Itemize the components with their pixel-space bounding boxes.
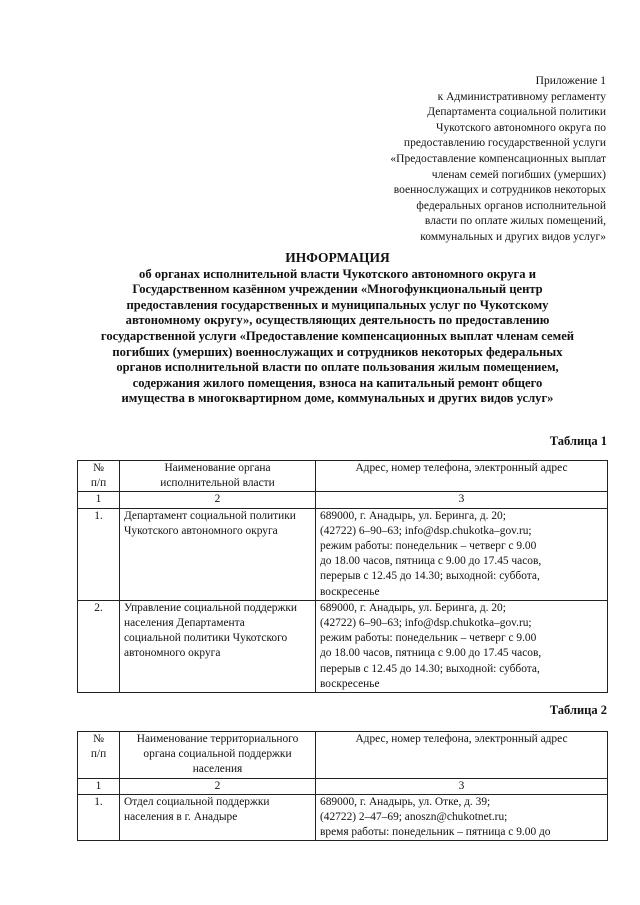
address-line: перерыв с 12.45 до 14.30; выходной: суббота, [320, 570, 540, 583]
appendix-line: Департамента социальной политики [427, 106, 606, 119]
header-text: исполнительной власти [160, 477, 275, 490]
header-text: населения [192, 763, 243, 776]
appendix-line: коммунальных и других видов услуг» [420, 230, 606, 243]
appendix-note [306, 74, 606, 246]
title-line: погибших (умерших) военнослужащих и сотрудников некоторых федеральных [112, 344, 563, 359]
name-line: автономного округа [124, 647, 221, 660]
table-row [78, 794, 608, 841]
column-header [120, 461, 316, 492]
address-line: воскресенье [320, 585, 380, 598]
organization-address [316, 600, 608, 692]
column-index: 3 [316, 492, 608, 508]
column-header [316, 461, 608, 492]
column-header [78, 461, 120, 492]
name-line: Чукотского автономного округа [124, 524, 278, 537]
header-text: Адрес, номер телефона, электронный адрес [355, 733, 568, 745]
organization-name [120, 508, 316, 600]
appendix-line: предоставлению государственной услуги [403, 137, 606, 150]
appendix-line: федеральных органов исполнительной [416, 199, 606, 212]
row-number: 2. [78, 600, 120, 692]
header-text: Наименование территориального [136, 733, 299, 745]
organization-name [120, 600, 316, 692]
column-index: 3 [316, 778, 608, 794]
address-line: 689000, г. Анадырь, ул. Беринга, д. 20; [320, 509, 506, 522]
name-line: Департамент социальной политики [124, 509, 296, 522]
table1-caption: Таблица 1 [549, 434, 607, 448]
row-number: 1. [78, 794, 120, 841]
appendix-line: к Административному регламенту [437, 90, 606, 103]
address-line: режим работы: понедельник – четверг с 9.00 [320, 632, 537, 645]
title-line: государственной услуги «Предоставление компенсационных выплат членам семей [100, 328, 575, 343]
address-line: время работы: понедельник – пятница с 9.00 до [320, 826, 551, 839]
column-index: 1 [78, 778, 120, 794]
organization-address [316, 794, 608, 841]
address-line: (42722) 6–90–63; info@dsp.chukotka–gov.ru; [320, 617, 532, 630]
header-text: № [93, 733, 104, 745]
organization-address [316, 508, 608, 600]
header-text: п/п [90, 748, 107, 761]
title-line: имущества в многоквартирном доме, коммунальных и других видов услуг» [121, 391, 554, 406]
address-line: 689000, г. Анадырь, ул. Отке, д. 39; [320, 795, 491, 808]
column-index: 2 [120, 778, 316, 794]
address-line: воскресенье [320, 677, 380, 690]
header-text: Адрес, номер телефона, электронный адрес [355, 462, 568, 474]
address-line: режим работы: понедельник – четверг с 9.00 [320, 540, 537, 553]
address-line: 689000, г. Анадырь, ул. Беринга, д. 20; [320, 601, 506, 614]
table2-caption: Таблица 2 [549, 703, 607, 717]
header-text: п/п [90, 477, 107, 490]
appendix-line: Чукотского автономного округа по [436, 121, 606, 134]
column-header [316, 732, 608, 779]
column-header [78, 732, 120, 779]
document-title [60, 250, 615, 407]
appendix-line: власти по оплате жилых помещений, [424, 215, 606, 228]
appendix-line: членам семей погибших (умерших) [431, 168, 606, 181]
name-line: Управление социальной поддержки [124, 601, 297, 614]
address-line: до 18.00 часов, пятница с 9.00 до 17.45 часов, [320, 555, 542, 568]
table-2 [77, 731, 608, 841]
appendix-line: «Предоставление компенсационных выплат [390, 152, 606, 165]
table-header-row [78, 732, 608, 779]
header-text: органа социальной поддержки [143, 748, 292, 761]
title-line: предоставления государственных и муниципальных услуг по Чукотскому [126, 297, 549, 312]
title-line: автономному округу», осуществляющих деятельность по предоставлению [125, 313, 550, 328]
title-line: содержания жилого помещения, взноса на капитальный ремонт общего [132, 375, 543, 390]
table-header-row [78, 461, 608, 492]
table-row [78, 600, 608, 692]
column-index: 1 [78, 492, 120, 508]
title-line: Государственном казённом учреждении «Многофункциональный центр [132, 282, 543, 297]
address-line: (42722) 2–47–69; anoszn@chukotnet.ru; [320, 811, 508, 824]
title-body [60, 267, 615, 407]
name-line: Отдел социальной поддержки [124, 795, 270, 808]
organization-name [120, 794, 316, 841]
address-line: перерыв с 12.45 до 14.30; выходной: суббота, [320, 662, 540, 675]
title-line: об органах исполнительной власти Чукотского автономного округа и [139, 266, 536, 281]
table-row [78, 508, 608, 600]
header-text: № [93, 462, 104, 474]
name-line: населения в г. Анадыре [124, 811, 238, 824]
appendix-line: военнослужащих и сотрудников некоторых [393, 184, 606, 197]
header-text: Наименование органа [164, 462, 271, 474]
name-line: социальной политики Чукотского [124, 632, 288, 645]
name-line: населения Департамента [124, 617, 245, 630]
address-line: до 18.00 часов, пятница с 9.00 до 17.45 часов, [320, 647, 542, 660]
row-number: 1. [78, 508, 120, 600]
appendix-line: Приложение 1 [535, 75, 606, 87]
column-index-row [78, 492, 608, 508]
column-header [120, 732, 316, 779]
address-line: (42722) 6–90–63; info@dsp.chukotka–gov.ru; [320, 524, 532, 537]
column-index: 2 [120, 492, 316, 508]
table-1 [77, 460, 608, 693]
title-heading: ИНФОРМАЦИЯ [285, 250, 390, 265]
title-line: органов исполнительной власти по оплате пользования жилым помещением, [116, 360, 559, 375]
column-index-row [78, 778, 608, 794]
